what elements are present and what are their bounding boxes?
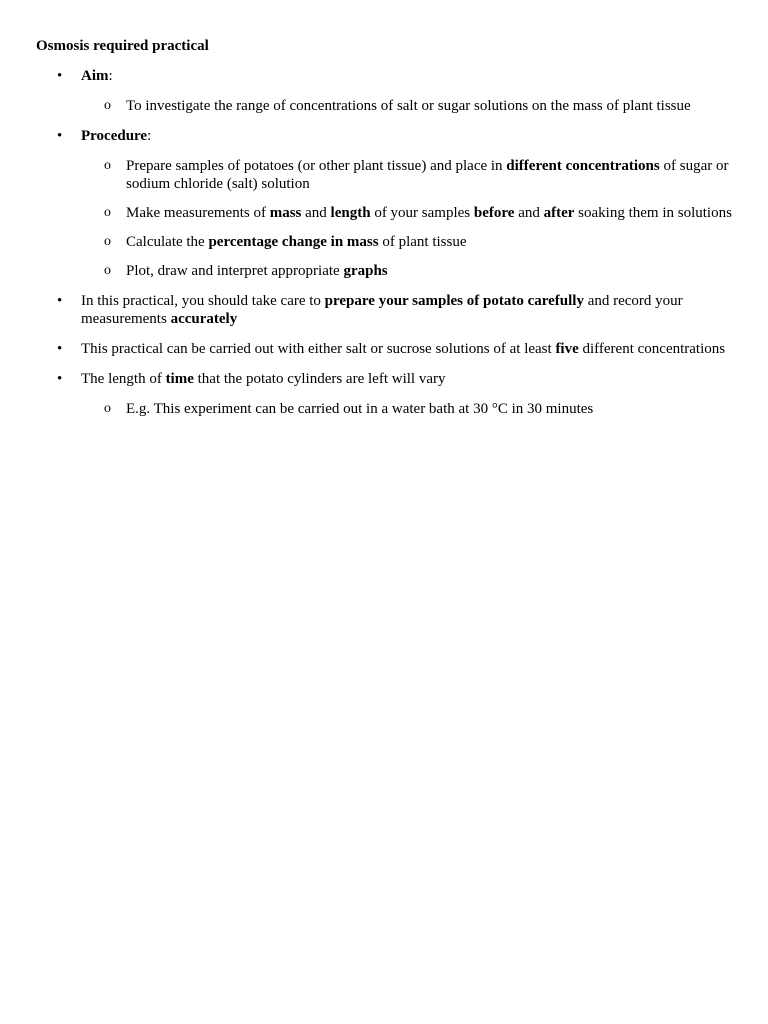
step-text: of sugar or sodium chloride (salt) solution (126, 158, 729, 192)
step-bold: before (473, 205, 515, 221)
concentrations-text: different concentrations (578, 341, 726, 357)
sub-marker: o (104, 401, 111, 416)
step-text: soaking them in solutions (574, 205, 732, 221)
time-bold: time (165, 371, 194, 387)
step-bold: graphs (343, 263, 388, 279)
sub-marker: o (104, 234, 111, 249)
step-bold: mass (269, 205, 302, 221)
care-text: and record your measurements (81, 293, 683, 327)
care-bold: prepare your samples of potato carefully (324, 293, 584, 309)
bullet-marker: • (57, 128, 63, 144)
procedure-step-prepare (81, 157, 736, 193)
bullet-aim (36, 67, 736, 115)
bullet-marker: • (57, 371, 63, 387)
step-bold: after (543, 205, 575, 221)
procedure-step-measure (81, 204, 736, 222)
step-text: of plant tissue (378, 234, 467, 250)
bullet-marker: • (57, 293, 63, 309)
bullet-concentrations (36, 340, 736, 358)
bullet-procedure (36, 127, 736, 280)
bullet-marker: • (57, 68, 63, 84)
aim-item-text: To investigate the range of concentrations of salt or sugar solutions on the mass of plant tissue (126, 98, 691, 114)
step-text: Calculate the (126, 234, 209, 250)
concentrations-bold: five (555, 341, 579, 357)
step-text: Make measurements of (126, 205, 270, 221)
step-text: and (514, 205, 544, 221)
step-bold: length (330, 205, 371, 221)
document-page (36, 37, 736, 430)
step-text: of your samples (370, 205, 474, 221)
aim-item (81, 97, 736, 115)
time-example-text: E.g. This experiment can be carried out in a water bath at 30 °C in 30 minutes (126, 401, 594, 417)
concentrations-text: This practical can be carried out with either salt or sucrose solutions of at least (81, 341, 556, 357)
step-text: Plot, draw and interpret appropriate (126, 263, 344, 279)
procedure-sub-list (81, 157, 736, 280)
time-example (81, 400, 736, 418)
main-bullet-list (36, 67, 736, 418)
bullet-time (36, 370, 736, 418)
step-bold: different concentrations (506, 158, 660, 174)
procedure-label: Procedure (81, 128, 148, 144)
aim-colon: : (108, 68, 113, 84)
time-text: that the potato cylinders are left will vary (193, 371, 446, 387)
step-text: and (301, 205, 331, 221)
bullet-marker: • (57, 341, 63, 357)
procedure-step-calculate (81, 233, 736, 251)
sub-marker: o (104, 158, 111, 173)
step-text: Prepare samples of potatoes (or other plant tissue) and place in (126, 158, 507, 174)
sub-marker: o (104, 263, 111, 278)
time-text: The length of (81, 371, 166, 387)
procedure-colon: : (147, 128, 152, 144)
procedure-step-plot (81, 262, 736, 280)
step-bold: percentage change in mass (208, 234, 379, 250)
bullet-care (36, 292, 736, 328)
sub-marker: o (104, 205, 111, 220)
time-sub-list (81, 400, 736, 418)
care-bold: accurately (170, 311, 238, 327)
sub-marker: o (104, 98, 111, 113)
document-title: Osmosis required practical (36, 38, 209, 54)
aim-label: Aim (81, 68, 109, 84)
aim-sub-list (81, 97, 736, 115)
care-text: In this practical, you should take care to (81, 293, 325, 309)
